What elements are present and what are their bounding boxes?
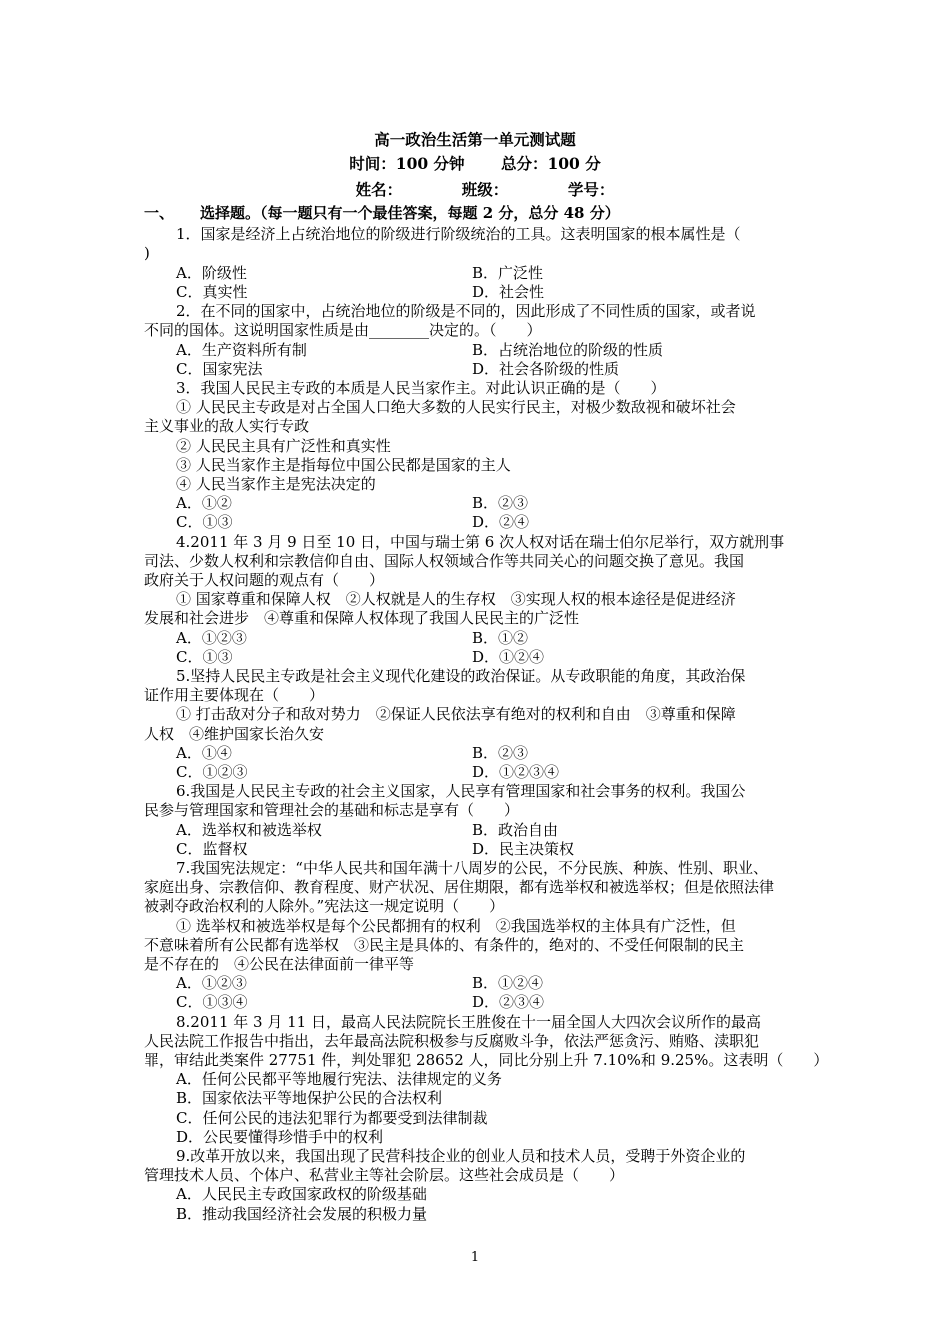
text-line: B．占统治地位的阶级的性质 — [472, 341, 664, 359]
text-line: 证作用主要体现在（ ） — [144, 686, 325, 704]
text-line: 3．我国人民民主专政的本质是人民当家作主。对此认识正确的是（ ） — [176, 379, 666, 397]
section-number: 一、 — [144, 204, 175, 222]
text-line: 民参与管理国家和管理社会的基础和标志是享有（ ） — [144, 801, 520, 819]
text-line: ① 国家尊重和保障人权 ②人权就是人的生存权 ③实现人权的根本途径是促进经济 — [176, 590, 736, 608]
text-line: D．②④ — [472, 513, 530, 531]
text-line: 1．国家是经济上占统治地位的阶级进行阶级统治的工具。这表明国家的根本属性是（ — [176, 225, 741, 243]
text-line: 8.2011 年 3 月 11 日，最高人民法院院长王胜俊在十一届全国人大四次会议所作的最高 — [176, 1013, 761, 1031]
text-line: 4.2011 年 3 月 9 日至 10 日，中国与瑞士第 6 次人权对话在瑞士伯尔尼举行，双方就刑事 — [176, 533, 785, 551]
text-line: D．民主决策权 — [472, 840, 575, 858]
text-line: C．①③ — [176, 648, 233, 666]
text-line: 人权 ④维护国家长治久安 — [144, 725, 325, 743]
text-line: 9.改革开放以来，我国出现了民营科技企业的创业人员和技术人员，受聘于外资企业的 — [176, 1147, 746, 1165]
student-info: 姓名： 班级： 学号： — [355, 180, 615, 199]
text-line: ③ 人民当家作主是指每位中国公民都是国家的主人 — [176, 456, 511, 474]
text-line: A．①②③ — [176, 629, 247, 647]
text-line: 不意味着所有公民都有选举权 ③民主是具体的、有条件的，绝对的、不受任何限制的民主 — [144, 936, 745, 954]
text-line: B．政治自由 — [472, 821, 559, 839]
text-line: A．任何公民都平等地履行宪法、法律规定的义务 — [176, 1070, 502, 1088]
text-line: 司法、少数人权利和宗教信仰自由、国际人权领域合作等共同关心的问题交换了意见。我国 — [144, 552, 745, 570]
text-line: C．任何公民的违法犯罪行为都要受到法律制裁 — [176, 1109, 488, 1127]
text-line: ① 打击敌对分子和敌对势力 ②保证人民依法享有绝对的权利和自由 ③尊重和保障 — [176, 705, 736, 723]
text-line: 管理技术人员、个体户、私营业主等社会阶层。这些社会成员是（ ） — [144, 1166, 625, 1184]
text-line: A．①② — [176, 494, 232, 512]
section-heading: 选择题。（每一题只有一个最佳答案，每题 2 分，总分 48 分） — [200, 204, 620, 222]
text-line: D．②③④ — [472, 993, 545, 1011]
text-line: 人民法院工作报告中指出，去年最高法院积极参与反腐败斗争，依法严惩贪污、贿赂、渎职犯 — [144, 1032, 760, 1050]
text-line: 发展和社会进步 ④尊重和保障人权体现了我国人民民主的广泛性 — [144, 609, 580, 627]
text-line: 政府关于人权问题的观点有（ ） — [144, 571, 385, 589]
text-line: ② 人民民主具有广泛性和真实性 — [176, 437, 391, 455]
text-line: C．国家宪法 — [176, 360, 263, 378]
time-and-score: 时间：100 分钟 总分：100 分 — [349, 154, 601, 173]
text-line: ) — [144, 244, 150, 262]
text-line: 5.坚持人民民主专政是社会主义现代化建设的政治保证。从专政职能的角度，其政治保 — [176, 667, 746, 685]
text-line: C．监督权 — [176, 840, 248, 858]
text-line: 是不存在的 ④公民在法律面前一律平等 — [144, 955, 415, 973]
text-line: C．真实性 — [176, 283, 248, 301]
text-line: D．社会各阶级的性质 — [472, 360, 620, 378]
text-line: B．推动我国经济社会发展的积极力量 — [176, 1205, 428, 1223]
text-line: 家庭出身、宗教信仰、教育程度、财产状况、居住期限，都有选举权和被选举权；但是依照法律 — [144, 878, 775, 896]
text-line: A．阶级性 — [176, 264, 247, 282]
text-line: A．人民民主专政国家政权的阶级基础 — [176, 1185, 427, 1203]
text-line: B．①②④ — [472, 974, 544, 992]
text-line: 6.我国是人民民主专政的社会主义国家，人民享有管理国家和社会事务的权利。我国公 — [176, 782, 746, 800]
text-line: 罪，审结此类案件 27751 件，判处罪犯 28652 人，同比分别上升 7.10%和 9.25%。这表明（ ） — [144, 1051, 829, 1069]
text-line: B．国家依法平等地保护公民的合法权利 — [176, 1089, 443, 1107]
text-line: B．广泛性 — [472, 264, 544, 282]
text-line: B．②③ — [472, 744, 529, 762]
text-line: D．公民要懂得珍惜手中的权利 — [176, 1128, 384, 1146]
text-line: 不同的国体。这说明国家性质是由________决定的。（ ） — [144, 321, 542, 339]
text-line: B．②③ — [472, 494, 529, 512]
text-line: ① 选举权和被选举权是每个公民都拥有的权利 ②我国选举权的主体具有广泛性，但 — [176, 917, 736, 935]
text-line: 被剥夺政治权利的人除外。”宪法这一规定说明（ ） — [144, 897, 505, 915]
text-line: 7.我国宪法规定：“中华人民共和国年满十八周岁的公民，不分民族、种族、性别、职业、 — [176, 859, 768, 877]
text-line: D．①②④ — [472, 648, 545, 666]
text-line: A．①②③ — [176, 974, 247, 992]
text-line: ① 人民民主专政是对占全国人口绝大多数的人民实行民主，对极少数敌视和破坏社会 — [176, 398, 736, 416]
text-line: ④ 人民当家作主是宪法决定的 — [176, 475, 376, 493]
text-line: 2．在不同的国家中，占统治地位的阶级是不同的，因此形成了不同性质的国家，或者说 — [176, 302, 756, 320]
text-line: D．①②③④ — [472, 763, 560, 781]
text-line: 主义事业的敌人实行专政 — [144, 417, 310, 435]
text-line: B．①② — [472, 629, 529, 647]
text-line: C．①②③ — [176, 763, 248, 781]
text-line: C．①③ — [176, 513, 233, 531]
text-line: C．①③④ — [176, 993, 248, 1011]
text-line: A．生产资料所有制 — [176, 341, 307, 359]
text-line: D．社会性 — [472, 283, 545, 301]
document-title: 高一政治生活第一单元测试题 — [374, 130, 576, 149]
text-line: A．选举权和被选举权 — [176, 821, 322, 839]
page-number: 1 — [470, 1250, 480, 1265]
text-line: A．①④ — [176, 744, 232, 762]
